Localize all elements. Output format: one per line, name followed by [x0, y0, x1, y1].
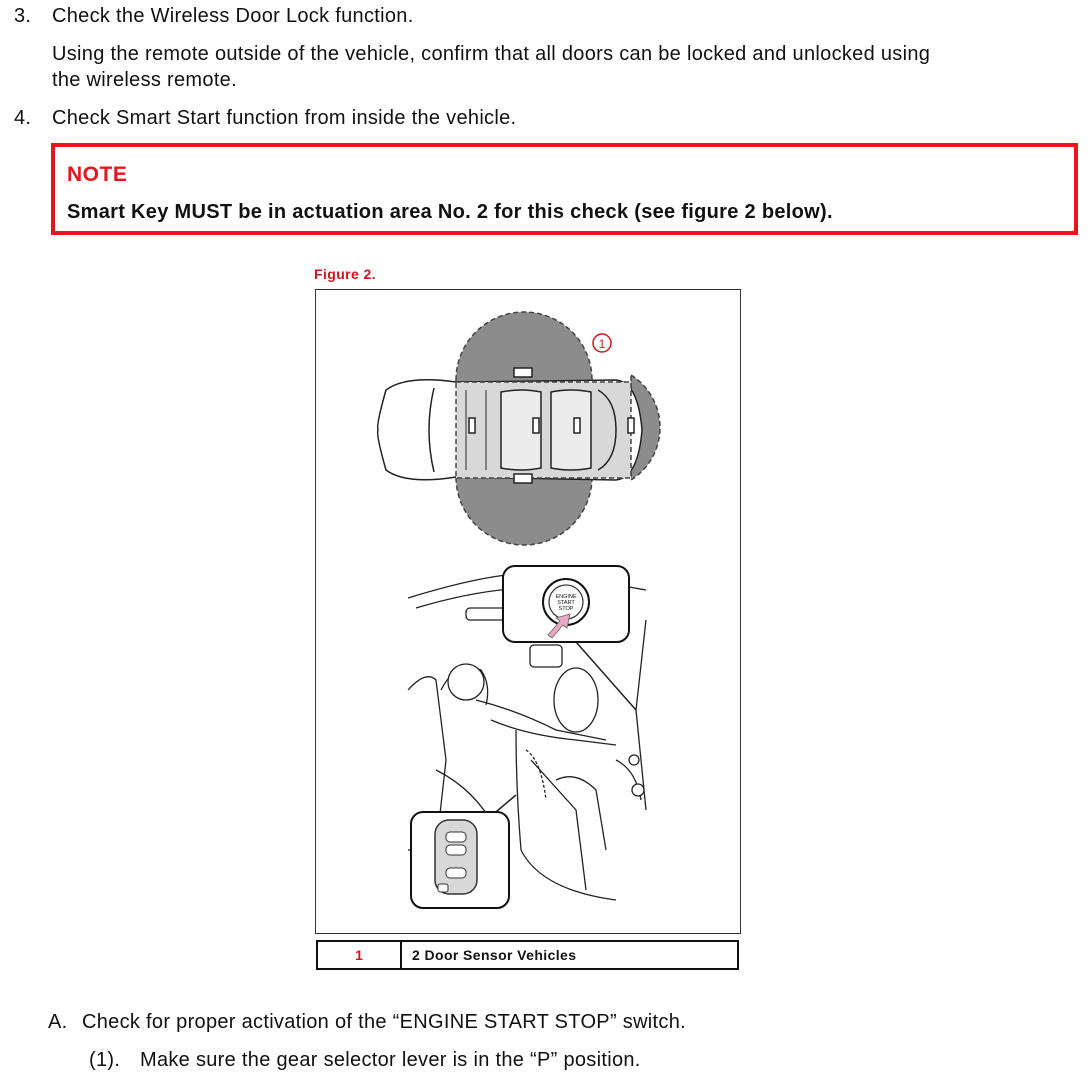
step-4-title: Check Smart Start function from inside the vehicle. [52, 107, 517, 129]
engine-button-text-3: STOP [558, 606, 574, 612]
figure-legend [316, 940, 739, 970]
step-3-body-line-2: the wireless remote. [52, 69, 237, 91]
substep-a1-text: Make sure the gear selector lever is in the “P” position. [140, 1049, 641, 1071]
step-3-title: Check the Wireless Door Lock function. [52, 5, 414, 27]
engine-button-text-2: START [557, 600, 575, 606]
figure-2 [315, 289, 741, 934]
engine-start-stop-inset [503, 566, 629, 642]
smart-key-inset [411, 812, 509, 908]
note-text: Smart Key MUST be in actuation area No. 2 for this check (see figure 2 below). [67, 201, 833, 223]
step-3-number: 3. [14, 5, 32, 27]
substep-a1-label: (1). [89, 1049, 121, 1071]
figure-caption: Figure 2. [314, 266, 376, 282]
step-4-number: 4. [14, 107, 32, 129]
car-top-view [378, 368, 642, 483]
figure-2-illustration [316, 290, 740, 933]
substep-a-text: Check for proper activation of the “ENGINE START STOP” switch. [82, 1011, 686, 1033]
legend-number: 1 [318, 942, 402, 968]
step-3-body-line-1: Using the remote outside of the vehicle, confirm that all doors can be locked and unlocked using [52, 43, 931, 65]
engine-button-text-1: ENGINE [555, 594, 577, 600]
substep-a-label: A. [48, 1011, 68, 1033]
callout-1-label: 1 [598, 337, 606, 351]
legend-description: 2 Door Sensor Vehicles [412, 947, 577, 963]
note-title: NOTE [67, 163, 128, 186]
callout-1 [593, 334, 611, 352]
smart-key-fob-icon [435, 820, 477, 894]
note-box [51, 143, 1078, 235]
